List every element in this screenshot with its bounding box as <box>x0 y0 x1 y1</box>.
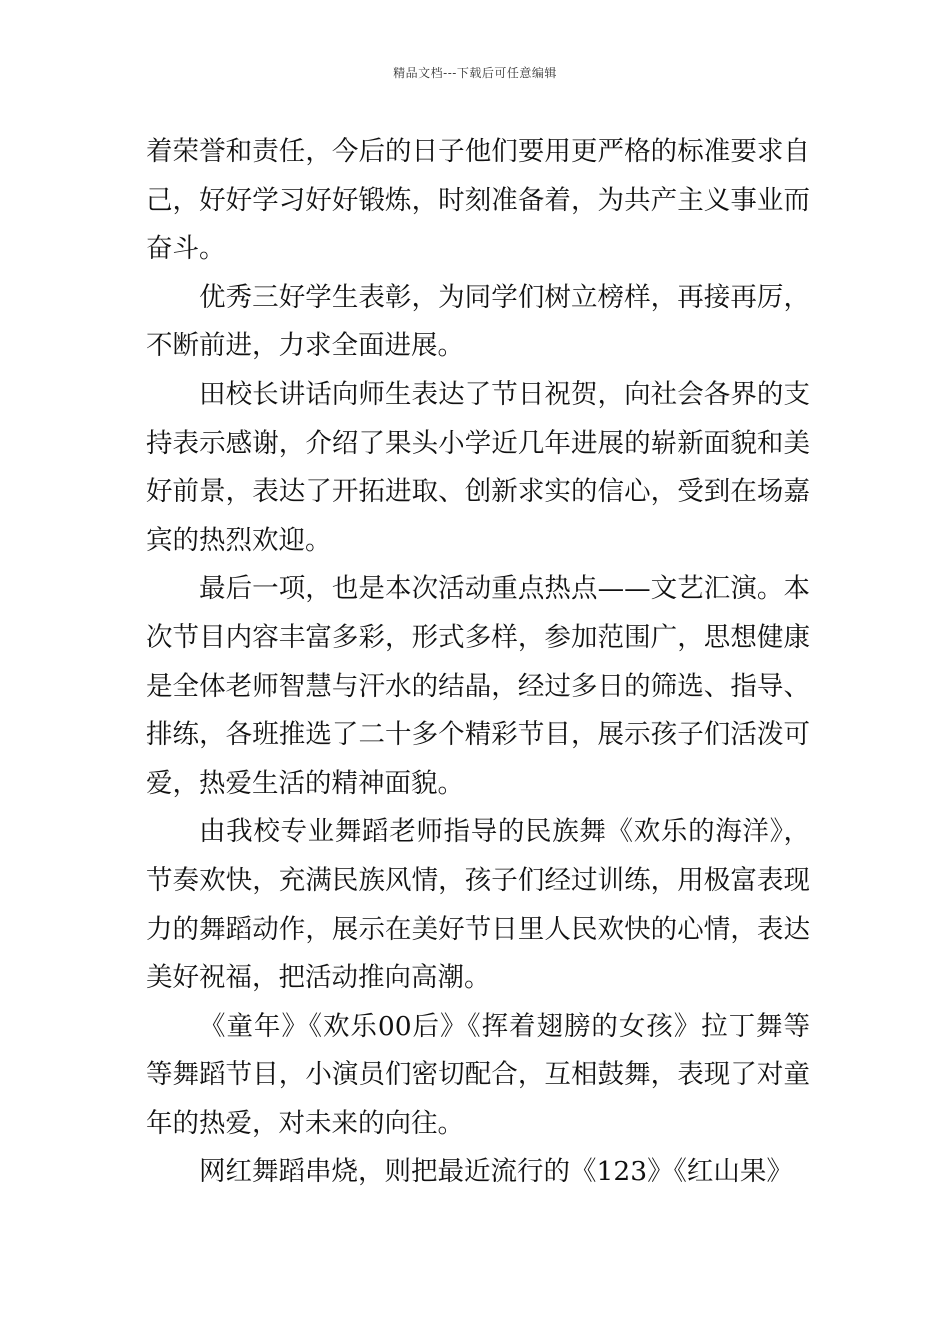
document-body <box>146 128 810 1197</box>
paragraph: 着荣誉和责任，今后的日子他们要用更严格的标准要求自己，好好学习好好锻炼，时刻准备着，为共产主义事业而奋斗。 <box>146 136 810 265</box>
paragraph: 最后一项，也是本次活动重点热点——文艺汇演。本次节目内容丰富多彩，形式多样，参加范围广，思想健康是全体老师智慧与汗水的结晶，经过多日的筛选、指导、排练，各班推选了二十多个精彩节目，展示孩子们活泼可爱，热爱生活的精神面貌。 <box>146 573 810 799</box>
paragraph: 优秀三好学生表彰，为同学们树立榜样，再接再厉，不断前进，力求全面进展。 <box>146 281 810 362</box>
paragraph: 网红舞蹈串烧，则把最近流行的《123》《红山果》 <box>199 1156 793 1188</box>
page-header: 精品文档---下载后可任意编辑 <box>393 66 557 80</box>
paragraph: 田校长讲话向师生表达了节日祝贺，向社会各界的支持表示感谢，介绍了果头小学近几年进展的崭新面貌和美好前景，表达了开拓进取、创新求实的信心，受到在场嘉宾的热烈欢迎。 <box>146 378 810 556</box>
paragraph: 《童年》《欢乐00后》《挥着翅膀的女孩》拉丁舞等等舞蹈节目，小演员们密切配合，互相鼓舞，表现了对童年的热爱，对未来的向往。 <box>146 1010 810 1139</box>
paragraph: 由我校专业舞蹈老师指导的民族舞《欢乐的海洋》，节奏欢快，充满民族风情，孩子们经过训练，用极富表现力的舞蹈动作，展示在美好节日里人民欢快的心情，表达美好祝福，把活动推向高潮。 <box>146 816 810 994</box>
